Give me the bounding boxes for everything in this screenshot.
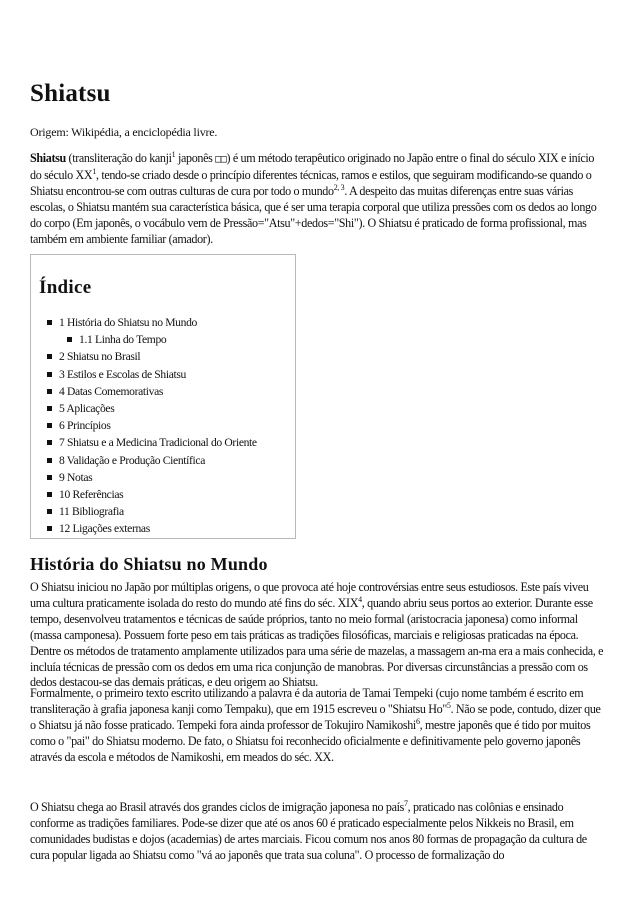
toc-item-referencias[interactable]: 10 Referências: [44, 487, 257, 504]
ref-4[interactable]: 4: [358, 594, 362, 604]
ref-7[interactable]: 7: [403, 799, 408, 808]
ref-1b[interactable]: 1: [92, 166, 96, 176]
toc-item-bibliografia[interactable]: 11 Bibliografia: [44, 504, 257, 521]
toc-item-aplicacoes[interactable]: 5 Aplicações: [44, 401, 257, 418]
toc-item-principios[interactable]: 6 Princípios: [44, 418, 257, 435]
toc-item-estilos[interactable]: 3 Estilos e Escolas de Shiatsu: [44, 367, 257, 384]
table-of-contents: [30, 254, 296, 539]
toc-item-shiatsu-no-brasil[interactable]: 2 Shiatsu no Brasil: [44, 349, 257, 366]
ref-6[interactable]: 6: [415, 716, 420, 726]
history-paragraph-2: Formalmente, o primeiro texto escrito utilizando a palavra é da autoria de Tamai Tempeki (cujo nome também é escrito em transliteração à grafia japonesa kanji como Tempaku), que em 1915 escreveu o "Shiatsu Ho"$^5$. Não se pode, contudo, dizer que o Shiatsu já não fosse praticado. Tempeki fora ainda professor de Tokujiro Namikoshi$^6$, mestre japonês que é tido por muitos como o "pai" do Shiatsu moderno. De fato, o Shiatsu foi reconhecido oficialmente e definitivamente pelo governo japonês através da escola e métodos de Namikoshi, em meados do séc. XX.: [30, 686, 601, 764]
intro-paragraph: Shiatsu (transliteração do kanji$^1$ japonês □□) é um método terapêutico originado no Japão entre o final do século XIX e início do século $XX^1$, tendo-se criado desde o princípio diferentes técnicas, ramos e estilos, que seguiram modificando-se quando o Shiatsu encontrou-se com outras culturas de cura por todo o mundo$^{2, 3}$. A despeito das muitas diferenças entre suas várias escolas, o Shiatsu mantém sua característica básica, que é ser uma terapia corporal que utiliza pressões com os dedos ao longo do corpo (Em japonês, o vocábulo vem de Pressão="Atsu"+dedos="Shi"). O Shiatsu é praticado de forma profissional, mas também em ambiente familiar (amador).: [30, 150, 597, 246]
kanji-glyphs: □□: [215, 154, 227, 165]
toc-item-notas[interactable]: 9 Notas: [44, 470, 257, 487]
toc-item-historia[interactable]: 1 História do Shiatsu no Mundo: [44, 315, 257, 332]
toc-item-ligacoes[interactable]: 12 Ligações externas: [44, 521, 257, 538]
toc-title: Índice: [39, 277, 92, 298]
history-paragraph-1: O Shiatsu iniciou no Japão por múltiplas origens, o que provoca até hoje controvérsias entre seus estudiosos. Este país viveu uma cultura praticamente isolada do resto do mundo até fins do séc. XIX$^4$, quando abriu seus portos ao exterior. Durante esse tempo, desenvolveu tratamentos e técnicas de saúde próprios, tanto no meio formal (aristocracia japonesa) como informal (massa camponesa). Possuem forte peso em tais práticas as tradições filosóficas, marciais e religiosas praticadas na época. Dentre os métodos de tratamento amplamente utilizados para uma série de mazelas, a massagem an-ma era a mais conhecida, e incluía técnicas de pressão com os dedos em uma rica conjunção de manobras. Por diversas circunstâncias a pressão com os dedos destacou-se das demais práticas, e deu origem ao Shiatsu.: [30, 580, 604, 690]
history-paragraph-3: O Shiatsu chega ao Brasil através dos grandes ciclos de imigração japonesa no país$^7$, praticado nas colônias e ensinado conforme as tradições familiares. Pode-se dizer que até os anos 60 é praticado especialmente pelos Nikkeis no Brasil, em comunidades budistas e dojos (academias) de artes marciais. Ficou comum nos anos 80 formas de propagação da cultura de cura popular ligada ao Shiatsu como "vá ao japonês que trata sua coluna". O processo de formalização do: [30, 799, 587, 862]
toc-item-medicina[interactable]: 7 Shiatsu e a Medicina Tradicional do Oriente: [44, 435, 257, 452]
page-title: Shiatsu: [30, 80, 111, 107]
ref-1[interactable]: 1: [171, 150, 176, 159]
toc-item-validacao[interactable]: 8 Validação e Produção Científica: [44, 453, 257, 470]
intro-term: Shiatsu: [30, 151, 66, 165]
toc-list: [44, 315, 257, 538]
toc-item-datas[interactable]: 4 Datas Comemorativas: [44, 384, 257, 401]
origin-line: Origem: Wikipédia, a enciclopédia livre.: [30, 125, 218, 139]
section-heading: História do Shiatsu no Mundo: [30, 554, 268, 574]
toc-item-linha-do-tempo[interactable]: 1.1 Linha do Tempo: [64, 332, 257, 349]
ref-2-3[interactable]: 2, 3: [333, 182, 345, 192]
ref-5[interactable]: 5: [446, 700, 451, 710]
